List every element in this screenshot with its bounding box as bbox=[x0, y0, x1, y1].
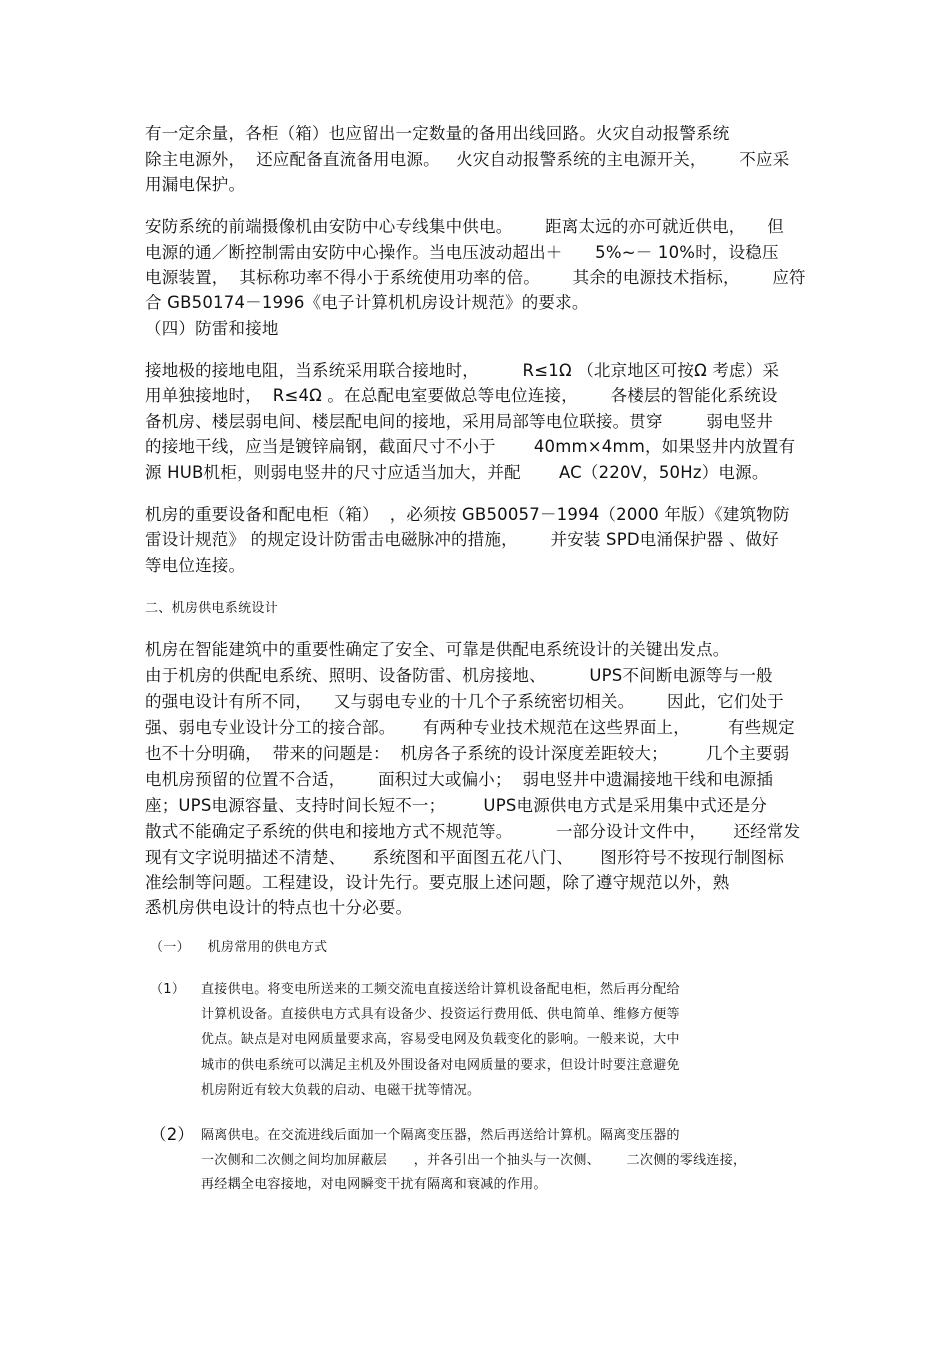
paragraph-4-line-1: 机房的重要设备和配电柜（箱） ，必须按 GB50057－1994（2000 年版）《建筑物防 bbox=[145, 505, 790, 524]
list-item-1-line-5: 机房附近有较大负载的启动、电磁干扰等情况。 bbox=[201, 1083, 481, 1098]
section-heading-power-supply: 二、机房供电系统设计 bbox=[145, 601, 279, 616]
paragraph-5-line-11: 悉机房供电设计的特点也十分必要。 bbox=[145, 898, 413, 917]
paragraph-2-line-1: 安防系统的前端摄像机由安防中心专线集中供电。 距离太远的亦可就近供电， 但 bbox=[145, 217, 784, 236]
section-heading-lightning: （四）防雷和接地 bbox=[145, 319, 279, 338]
paragraph-3-line-5: 源 HUB机柜，则弱电竖井的尺寸应适当加大，并配 AC（220V，50Hz）电源。 bbox=[145, 463, 769, 482]
paragraph-4-line-2: 雷设计规范》 的规定设计防雷击电磁脉冲的措施， 并安装 SPD电涌保护器 、做好 bbox=[145, 530, 779, 549]
list-item-2-line-1: 隔离供电。在交流进线后面加一个隔离变压器，然后再送给计算机。隔离变压器的 bbox=[201, 1128, 680, 1143]
paragraph-1-line-1: 有一定余量，各柜（箱）也应留出一定数量的备用出线回路。火灾自动报警系统 bbox=[145, 124, 730, 143]
paragraph-3-line-4: 的接地干线，应当是镀锌扁钢，截面尺寸不小于 40mm×4mm，如果竖井内放置有 bbox=[145, 437, 796, 456]
paragraph-5-line-4: 强、弱电专业设计分工的接合部。 有两种专业技术规范在这些界面上， 有些规定 bbox=[145, 718, 795, 737]
paragraph-1-line-2: 除主电源外， 还应配备直流备用电源。 火灾自动报警系统的主电源开关， 不应采 bbox=[145, 150, 790, 169]
paragraph-5-line-9: 现有文字说明描述不清楚、 系统图和平面图五花八门、 图形符号不按现行制图标 bbox=[145, 848, 784, 867]
paragraph-4-line-3: 等电位连接。 bbox=[145, 556, 246, 575]
paragraph-2-line-4: 合 GB50174－1996《电子计算机机房设计规范》的要求。 bbox=[145, 293, 589, 312]
list-item-1-line-4: 城市的供电系统可以满足主机及外围设备对电网质量的要求，但设计时要注意避免 bbox=[201, 1058, 680, 1073]
paragraph-5-line-1: 机房在智能建筑中的重要性确定了安全、可靠是供配电系统设计的关键出发点。 bbox=[145, 640, 730, 659]
list-item-2-line-2: 一次侧和二次侧之间均加屏蔽层 ，并各引出一个抽头与一次侧、 二次侧的零线连接， bbox=[201, 1153, 747, 1168]
list-item-1-line-1: 直接供电。将变电所送来的工频交流电直接送给计算机设备配电柜，然后再分配给 bbox=[201, 982, 680, 997]
paragraph-5-line-5: 也不十分明确， 带来的问题是： 机房各子系统的设计深度差距较大； 几个主要弱 bbox=[145, 744, 790, 763]
list-item-1-line-3: 优点。缺点是对电网质量要求高，容易受电网及负载变化的影响。一般来说，大中 bbox=[201, 1032, 680, 1047]
paragraph-3-line-3: 备机房、楼层弱电间、楼层配电间的接地，采用局部等电位联接。贯穿 弱电竖井 bbox=[145, 412, 774, 431]
list-item-2-line-3: 再经耦全电容接地，对电网瞬变干扰有隔离和衰减的作用。 bbox=[201, 1177, 547, 1192]
paragraph-5-line-8: 散式不能确定子系统的供电和接地方式不规范等。 一部分设计文件中， 还经常发 bbox=[145, 822, 801, 841]
list-item-number-2: （2） bbox=[150, 1125, 195, 1144]
paragraph-2-line-3: 电源装置， 其标称功率不得小于系统使用功率的倍。 其余的电源技术指标， 应符 bbox=[145, 268, 806, 287]
paragraph-3-line-1: 接地极的接地电阻，当系统采用联合接地时， R≤1Ω （北京地区可按Ω 考虑）采 bbox=[145, 361, 780, 380]
paragraph-5-line-7: 座；UPS电源容量、支持时间长短不一； UPS电源供电方式是采用集中式还是分 bbox=[145, 796, 768, 815]
paragraph-5-line-2: 由于机房的供配电系统、照明、设备防雷、机房接地、 UPS不间断电源等与一般 bbox=[145, 666, 773, 685]
paragraph-5-line-6: 电机房预留的位置不合适， 面积过大或偏小； 弱电竖井中遗漏接地干线和电源插 bbox=[145, 770, 774, 789]
paragraph-2-line-2: 电源的通／断控制需由安防中心操作。当电压波动超出＋ 5%~－ 10%时，设稳压 bbox=[145, 243, 779, 262]
subsection-heading-supply-methods: （一） 机房常用的供电方式 bbox=[150, 940, 328, 955]
list-item-1-line-2: 计算机设备。直接供电方式具有设备少、投资运行费用低、供电简单、维修方便等 bbox=[201, 1007, 680, 1022]
paragraph-5-line-3: 的强电设计有所不同， 又与弱电专业的十几个子系统密切相关。 因此，它们处于 bbox=[145, 692, 784, 711]
paragraph-3-line-2: 用单独接地时， R≤4Ω 。在总配电室要做总等电位连接， 各楼层的智能化系统设 bbox=[145, 386, 778, 405]
paragraph-5-line-10: 准绘制等问题。工程建设，设计先行。要克服上述问题，除了遵守规范以外，熟 bbox=[145, 873, 730, 892]
paragraph-1-line-3: 用漏电保护。 bbox=[145, 175, 246, 194]
list-item-number-1: （1） bbox=[150, 982, 186, 997]
